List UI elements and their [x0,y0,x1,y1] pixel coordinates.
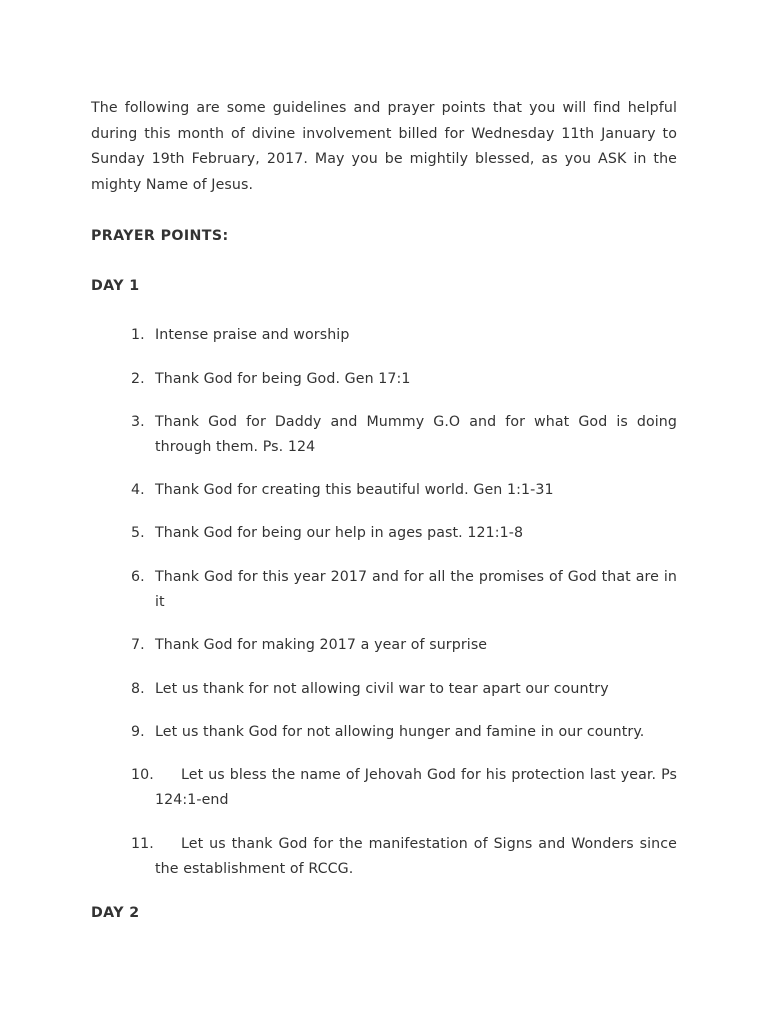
prayer-item-text: Thank God for being God. Gen 17:1 [155,371,411,387]
prayer-item-text: Thank God for creating this beautiful world. Gen 1:1-31 [155,482,554,498]
prayer-item-number: 7. [131,637,145,653]
prayer-item-number: 3. [131,414,145,430]
prayer-item [131,832,677,883]
prayer-item-number: 10. [131,767,154,783]
prayer-item [131,763,677,814]
prayer-item-number: 4. [131,482,145,498]
prayer-item-number: 6. [131,569,145,585]
prayer-item [131,720,677,745]
prayer-item-number: 1. [131,327,145,343]
prayer-item-number: 9. [131,724,145,740]
prayer-item [131,565,677,616]
prayer-item-text: Intense praise and worship [155,327,350,343]
prayer-item-number: 11. [131,836,154,852]
prayer-item-text: Let us thank God for not allowing hunger and famine in our country. [155,724,645,740]
prayer-points-heading: PRAYER POINTS: [91,228,229,244]
prayer-item-text: Let us thank God for the manifestation of Signs and Wonders since the establishment of RCCG. [155,836,677,878]
prayer-item-number: 2. [131,371,145,387]
prayer-item [131,367,677,392]
day-2-heading: DAY 2 [91,905,140,921]
prayer-item [131,521,677,546]
prayer-item [131,323,677,348]
prayer-item-text: Let us bless the name of Jehovah God for his protection last year. Ps 124:1-end [155,767,677,809]
intro-paragraph: The following are some guidelines and prayer points that you will find helpful during this month of divine involvement billed for Wednesday 11th January to Sunday 19th February, 2017. May you be mightily blessed, as you ASK in the mighty Name of Jesus. [91,100,677,193]
prayer-item-text: Thank God for being our help in ages past. 121:1-8 [155,525,524,541]
prayer-item [131,677,677,702]
prayer-item-number: 5. [131,525,145,541]
prayer-item [131,633,677,658]
prayer-item [131,410,677,461]
prayer-item [131,478,677,503]
prayer-item-text: Thank God for this year 2017 and for all the promises of God that are in it [155,569,677,611]
prayer-item-text: Thank God for Daddy and Mummy G.O and for what God is doing through them. Ps. 124 [155,414,677,456]
day-1-heading: DAY 1 [91,278,140,294]
prayer-item-text: Let us thank for not allowing civil war to tear apart our country [155,681,609,697]
prayer-item-number: 8. [131,681,145,697]
prayer-item-text: Thank God for making 2017 a year of surprise [155,637,488,653]
